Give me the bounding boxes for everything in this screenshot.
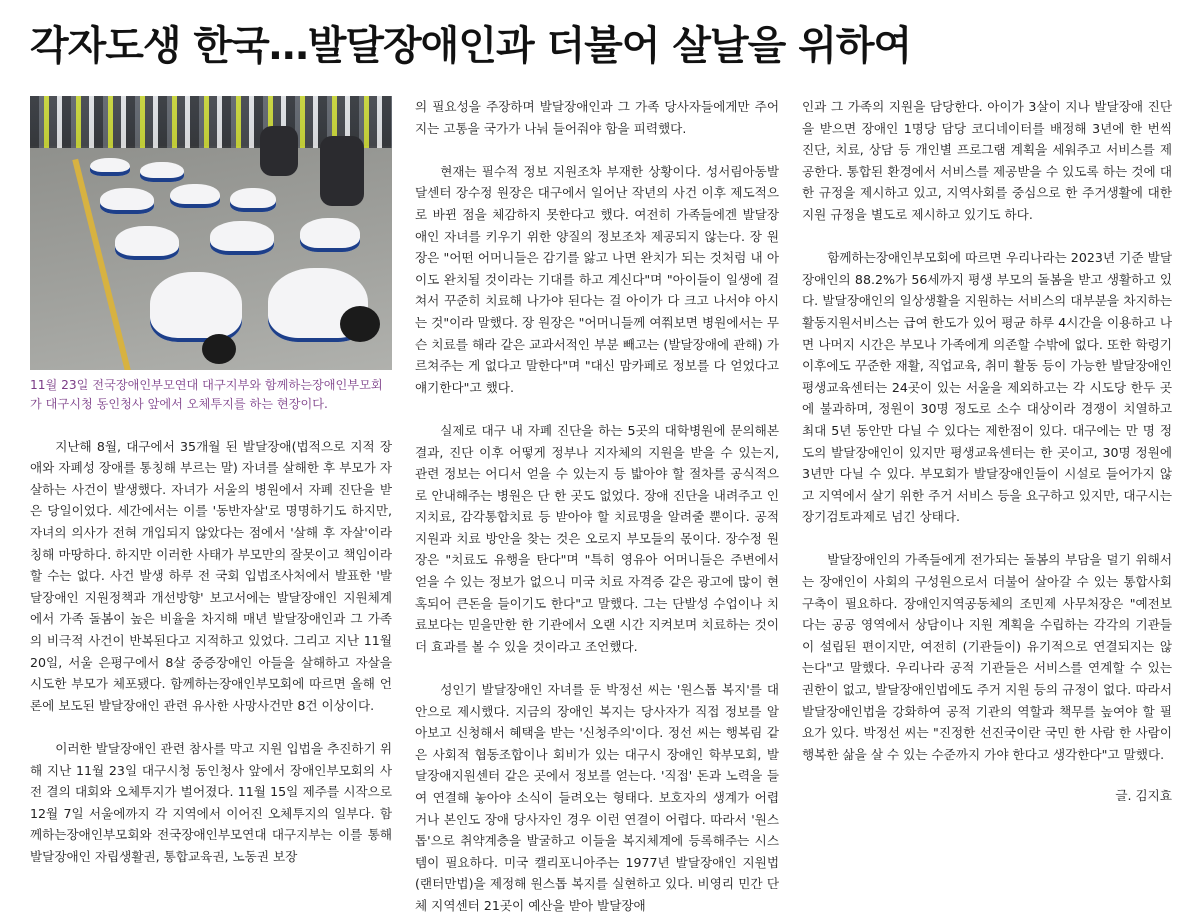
body-paragraph: 함께하는장애인부모회에 따르면 우리나라는 2023년 기준 발달장애인의 88.2%가 56세까지 평생 부모의 돌봄을 받고 생활하고 있다. 발달장애인의 일상생활을 지원하는 서비스의 대부분을 차지하는 활동지원서비스는 급여 한도가 있어 평균 하루 4시간을 이용하고 나면 나머지 시간은 부모나 가족에게 의존할 수밖에 없다. 또한 학령기 이후에도 꾸준한 재활, 직업교육, 취미 활동 등이 가능한 발달장애인 평생교육센터는 24곳이 있는 서울을 제외하고는 각 시도당 한두 곳에 불과하며, 정원이 30명 정도로 소수 대상이라 경쟁이 치열하고 최대 5년 동안만 다닐 수 있다는 제한점이 있다. 대구에는 만 명 정도의 발달장애인이 있지만 평생교육센터는 한 곳이고, 30명 정원에 3년만 다닐 수 있다. 부모회가 발달장애인들이 시설로 들어가지 않고 지역에서 살기 위한 주거 서비스 등을 요구하고 있지만, 대구시는 장기검토과제로 넘긴 상태다.	[802, 250, 1172, 525]
wheelchair-icon	[320, 136, 364, 206]
prostrating-person	[140, 162, 184, 182]
protest-photo	[30, 96, 392, 370]
byline: 글. 김지효	[1115, 788, 1172, 804]
prostrating-person	[210, 221, 274, 255]
body-paragraph: 발달장애인의 가족들에게 전가되는 돌봄의 부담을 덜기 위해서는 장애인이 사회의 구성원으로서 더불어 살아갈 수 있는 통합사회 구축이 필요하다. 장애인지역공동체의 조민제 사무처장은 "예전보다는 공공 영역에서 상담이나 지원 계획을 수립하는 각각의 기관들이 설립된 편이지만, 여전히 (기관들이) 유기적으로 연결되지는 않는다"고 말했다. 우리나라 공적 기관들은 서비스를 연계할 수 있는 권한이 없고, 발달장애인법에도 주거 지원 등의 규정이 없다. 따라서 발달장애인법을 강화하여 공적 기관의 역할과 책무를 높여야 할 필요가 있다. 박정선 씨는 "진정한 선진국이란 국민 한 사람 한 사람이 행복한 삶을 살 수 있는 수준까지 가야 한다고 생각한다"고 말했다.	[802, 552, 1172, 762]
prostrating-person	[90, 158, 130, 176]
wheelchair-icon	[260, 126, 298, 176]
prostrating-person	[150, 272, 242, 342]
body-paragraph: 실제로 대구 내 자폐 진단을 하는 5곳의 대학병원에 문의해본 결과, 진단 이후 어떻게 정부나 지자체의 지원을 받을 수 있는지, 관련 정보는 어디서 얻을 수 있는지 등 밟아야 할 절차를 공식적으로 안내해주는 병원은 단 한 곳도 없었다. 장애 진단을 내려주고 인지치료, 감각통합치료 등 받아야 할 치료명을 알려줄 뿐이다. 공적 지원과 치료 방안을 찾는 것은 오로지 부모들의 몫이다. 장수정 원장은 "치료도 유행을 탄다"며 "특히 영유아 어머니들은 주변에서 얻을 수 있는 정보가 없으니 미국 치료 자격증 같은 광고에 많이 현혹되어 큰돈을 들이기도 한다"고 말했다. 그는 단발성 수업이나 치료보다는 믿을만한 한 기관에서 오랜 시간 지켜보며 치료하는 것이 더 효과를 볼 수 있을 것이라고 조언했다.	[415, 422, 779, 654]
column-2	[415, 96, 779, 917]
body-paragraph: 의 필요성을 주장하며 발달장애인과 그 가족 당사자들에게만 주어지는 고통을 국가가 나눠 들어줘야 함을 피력했다.	[415, 99, 779, 136]
prostrating-person	[170, 184, 220, 208]
prostrating-person	[100, 188, 154, 214]
body-paragraph: 성인기 발달장애인 자녀를 둔 박정선 씨는 '원스톱 복지'를 대안으로 제시했다. 지금의 장애인 복지는 당사자가 직접 정보를 알아보고 신청해서 혜택을 받는 '신청주의'이다. 정선 씨는 행복림 같은 사회적 협동조합이나 회비가 있는 대구시 장애인 학부모회, 발달장애지원센터 같은 곳에서 정보를 얻는다. '직접' 돈과 노력을 들여 연결해 놓아야 소식이 들려오는 형태다. 보호자의 생계가 어렵거나 본인도 장애 당사자인 경우 이런 연결이 어렵다. 따라서 '원스톱'으로 취약계층을 발굴하고 이들을 복지체계에 등록해주는 시스템이 필요하다. 미국 캘리포니아주는 1977년 발달장애인 지원법(랜터만법)을 제정해 원스톱 복지를 실현하고 있다. 비영리 민간 단체 지역센터 21곳이 예산을 받아 발달장애	[415, 682, 779, 913]
prostrating-person	[300, 218, 360, 252]
column-1	[30, 96, 392, 867]
body-paragraph: 이러한 발달장애인 관련 참사를 막고 지원 입법을 추진하기 위해 지난 11월 23일 대구시청 동인청사 앞에서 장애인부모회의 사전 결의 대회와 오체투지가 벌어졌다. 11월 15일 제주를 시작으로 12월 7일 서울에까지 각 지역에서 이어진 오체투지의 일부다. 함께하는장애인부모회와 전국장애인부모연대 대구지부는 이를 통해 발달장애인 자립생활권, 통합교육권, 노동권 보장	[30, 740, 392, 864]
headline: 각자도생 한국…발달장애인과 더불어 살날을 위하여	[30, 23, 912, 69]
column-3	[802, 96, 1172, 807]
body-paragraph: 현재는 필수적 정보 지원조차 부재한 상황이다. 성서림아동발달센터 장수정 원장은 대구에서 일어난 작년의 사건 이후 제도적으로 바뀐 점을 체감하지 못한다고 했다. 여전히 가족들에겐 발달장애인 자녀를 키우기 위한 양질의 정보조차 제공되지 않는다. 장 원장은 "어떤 어머니들은 감기를 앓고 나면 완치가 되는 것처럼 내 아이도 완치될 것이라는 기대를 하고 계신다"며 "아이들이 일생에 걸쳐서 꾸준히 치료해 나가야 된다는 걸 아이가 다 크고 나서야 아시는 것"이라 말했다. 장 원장은 "어머니들께 여쭤보면 병원에서는 무슨 치료를 해라 같은 교과서적인 부분 빼고는 (발달장애에 관해) 가르쳐주는 게 없다고 말한다"며 "대신 맘카페로 정보를 다 얻었다고 얘기한다"고 했다.	[415, 163, 779, 395]
prostrating-person	[230, 188, 276, 212]
body-paragraph: 인과 그 가족의 지원을 담당한다. 아이가 3살이 지나 발달장애 진단을 받으면 장애인 1명당 담당 코디네이터를 배정해 3년에 한 번씩 진단, 치료, 상담 등 개인별 프로그램 계획을 세워주고 서비스를 제공한다. 통합된 환경에서 서비스를 제공받을 수 있도록 하는 것에 대한 규정을 제시하고 있고, 지역사회를 중심으로 한 주거생활에 대한 지원 규정을 별도로 제시하고 있기도 하다.	[802, 99, 1172, 222]
body-paragraph: 지난해 8월, 대구에서 35개월 된 발달장애(법적으로 지적 장애와 자폐성 장애를 통칭해 부르는 말) 자녀를 살해한 후 부모가 자살하는 사건이 발생했다. 자녀가 서울의 병원에서 자폐 진단을 받은 당일이었다. 세간에서는 이를 '동반자살'로 명명하기도 하지만, 자녀의 의사가 전혀 개입되지 않았다는 점에서 '살해 후 자살'이라 칭해 마땅하다. 하지만 이러한 사태가 부모만의 잘못이고 책임이라 할 수는 없다. 사건 발생 하루 전 국회 입법조사처에서 발표한 '발달장애인 지원정책과 개선방향' 보고서에는 발달장애인 지원체계에서 가족 돌봄이 높은 비율을 차지해 매년 발달장애인과 그 가족의 비극적 사건이 반복된다고 지적하고 있었다. 그리고 지난 11월 20일, 서울 은평구에서 8살 중증장애인 아들을 살해하고 자살을 시도한 부모가 체포됐다. 함께하는장애인부모회에 따르면 올해 언론에 보도된 발달장애인 관련 유사한 사망사건만 8건 이상이다.	[30, 438, 392, 713]
prostrating-person	[115, 226, 179, 260]
photo-caption: 11월 23일 전국장애인부모연대 대구지부와 함께하는장애인부모회가 대구시청 동인청사 앞에서 오체투지를 하는 현장이다.	[30, 378, 383, 411]
